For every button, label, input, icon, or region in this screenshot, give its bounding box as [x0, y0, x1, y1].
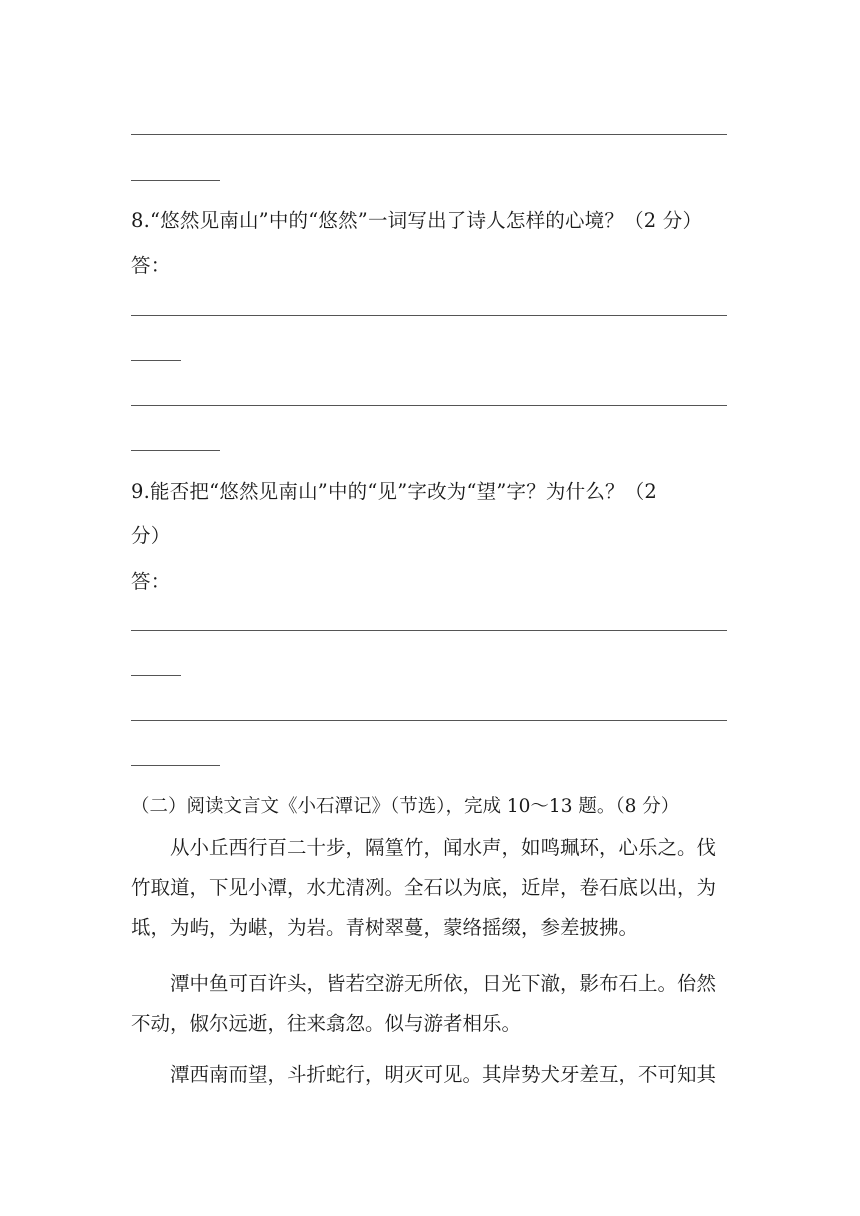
passage-line: 坻，为屿，为嵁，为岩。青树翠蔓，蒙络摇缀，参差披拂。: [131, 916, 639, 939]
answer-line: [131, 720, 727, 721]
question-9-line-2: 分）: [131, 524, 171, 547]
passage-paragraph-1: [131, 828, 731, 948]
question-8: 8.“悠然见南山”中的“悠然”一词写出了诗人怎样的心境？（2 分）: [131, 209, 703, 232]
answer-line-end: [131, 180, 220, 181]
passage-paragraph-2: [131, 964, 731, 1044]
answer-label: 答：: [131, 254, 171, 277]
passage-paragraph-3: [131, 1055, 731, 1095]
passage-line: 不动，俶尔远逝，往来翕忽。似与游者相乐。: [131, 1012, 522, 1035]
passage-line: 潭中鱼可百许头，皆若空游无所依，日光下澈，影布石上。佁然: [131, 972, 717, 995]
section-heading: （二）阅读文言文《小石潭记》（节选），完成 10～13 题。（8 分）: [131, 796, 680, 817]
answer-line: [131, 630, 727, 631]
question-9-line-1: 9.能否把“悠然见南山”中的“见”字改为“望”字？为什么？（2: [131, 480, 658, 503]
answer-line-end: [131, 675, 181, 676]
answer-line-end: [131, 765, 220, 766]
passage-line: 竹取道，下见小潭，水尤清冽。全石以为底，近岸，卷石底以出，为: [131, 876, 717, 899]
answer-line-end: [131, 360, 181, 361]
answer-line: [131, 315, 727, 316]
answer-line: [131, 134, 727, 135]
passage-line: 潭西南而望，斗折蛇行，明灭可见。其岸势犬牙差互，不可知其: [131, 1063, 717, 1086]
answer-label: 答：: [131, 570, 171, 593]
answer-line-end: [131, 450, 220, 451]
answer-line: [131, 405, 727, 406]
passage-line: 从小丘西行百二十步，隔篁竹，闻水声，如鸣珮环，心乐之。伐: [131, 836, 717, 859]
